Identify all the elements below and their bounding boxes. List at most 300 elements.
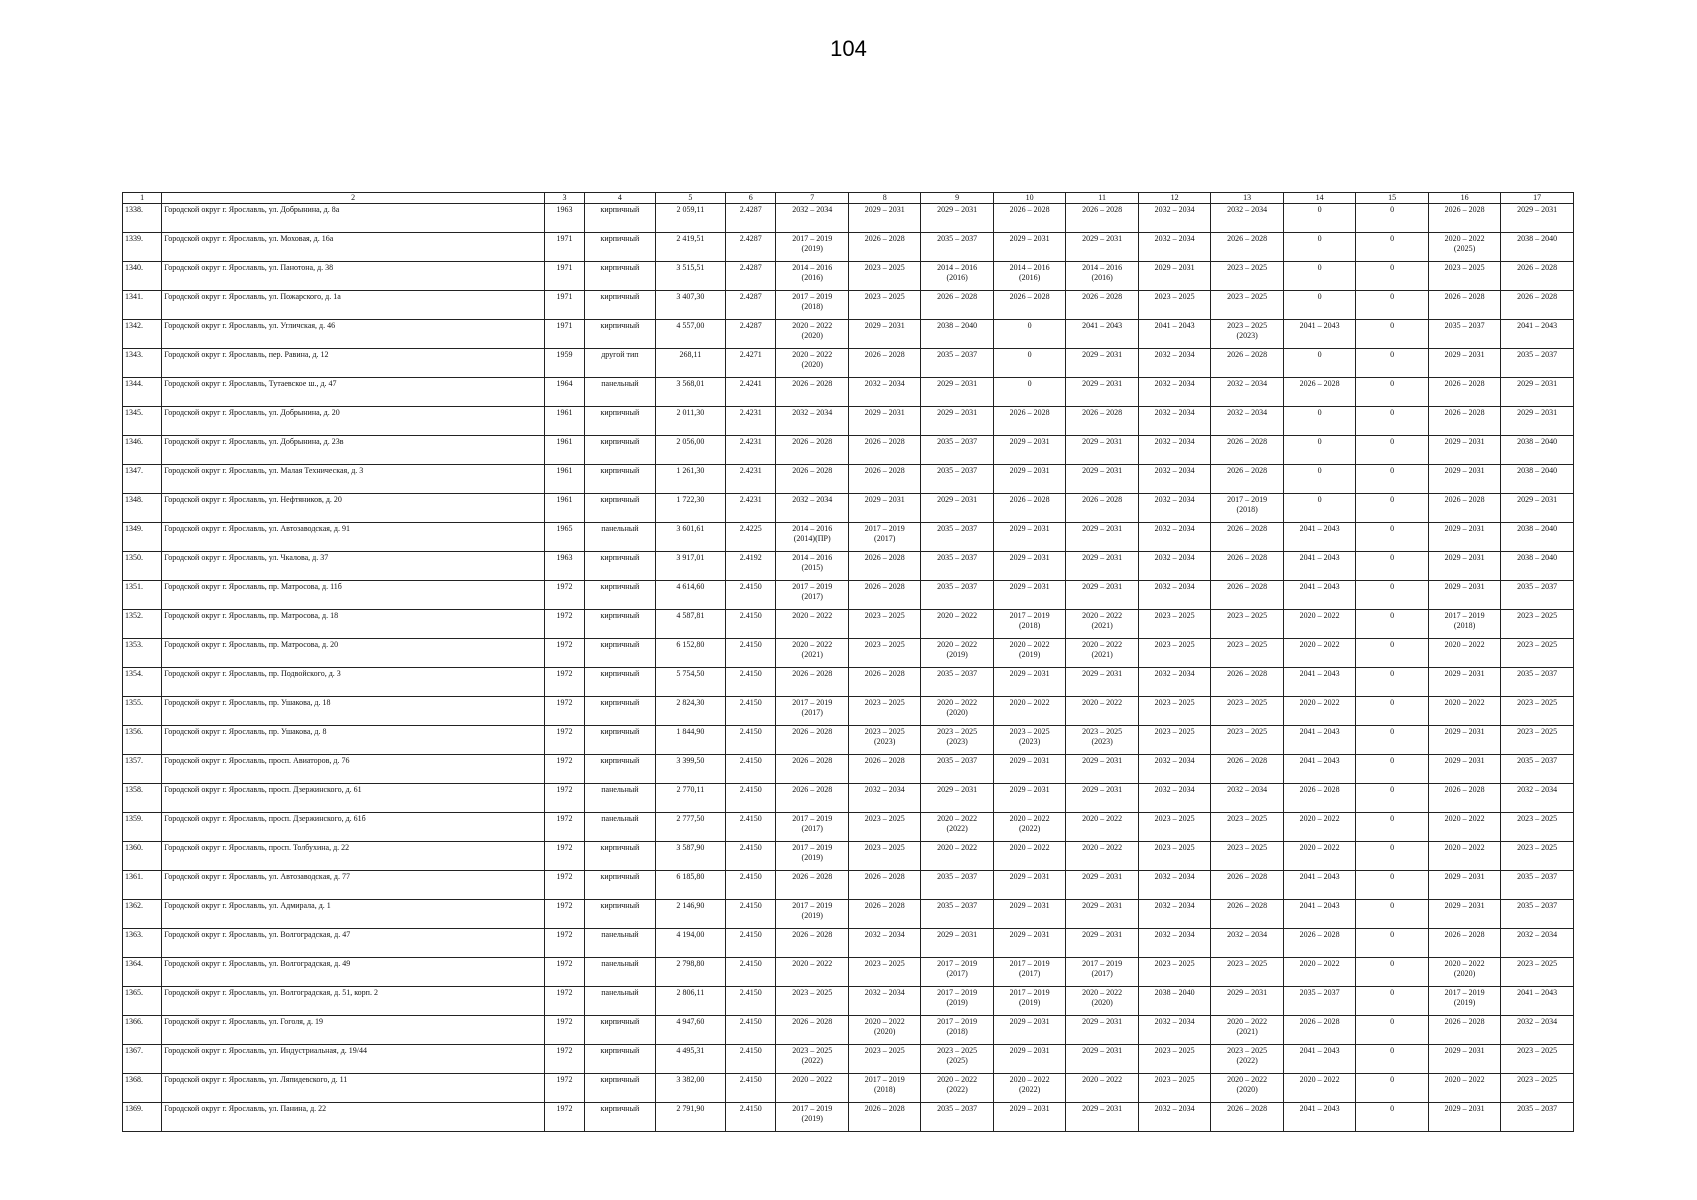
table-cell-col-1: 1338. — [123, 204, 162, 233]
table-cell-col-2: Городской округ г. Ярославль, ул. Ляпидевского, д. 11 — [162, 1074, 545, 1103]
table-cell-col-16: 2017 – 2019 (2019) — [1428, 987, 1500, 1016]
table-cell-col-9: 2038 – 2040 — [921, 320, 993, 349]
table-cell-col-1: 1369. — [123, 1103, 162, 1132]
table-cell-col-16: 2020 – 2022 — [1428, 1074, 1500, 1103]
table-cell-col-3: 1959 — [544, 349, 584, 378]
table-cell-col-2: Городской округ г. Ярославль, ул. Малая Техническая, д. 3 — [162, 465, 545, 494]
table-row — [123, 1074, 1574, 1103]
table-cell-col-13: 2026 – 2028 — [1211, 1103, 1283, 1132]
table-cell-col-8: 2026 – 2028 — [848, 233, 920, 262]
table-cell-col-5: 5 754,50 — [655, 668, 725, 697]
table-cell-col-8: 2023 – 2025 — [848, 262, 920, 291]
table-cell-col-13: 2029 – 2031 — [1211, 987, 1283, 1016]
table-cell-col-11: 2029 – 2031 — [1066, 349, 1138, 378]
table-cell-col-7: 2017 – 2019 (2018) — [776, 291, 848, 320]
table-cell-col-6: 2.4150 — [726, 697, 776, 726]
table-cell-col-3: 1961 — [544, 436, 584, 465]
table-cell-col-2: Городской округ г. Ярославль, ул. Пожарского, д. 1а — [162, 291, 545, 320]
table-row — [123, 262, 1574, 291]
table-cell-col-3: 1972 — [544, 784, 584, 813]
table-row — [123, 349, 1574, 378]
table-cell-col-6: 2.4150 — [726, 1016, 776, 1045]
table-cell-col-14: 2041 – 2043 — [1283, 726, 1355, 755]
table-cell-col-1: 1356. — [123, 726, 162, 755]
table-cell-col-2: Городской округ г. Ярославль, пр. Ушакова, д. 8 — [162, 726, 545, 755]
table-cell-col-16: 2020 – 2022 (2020) — [1428, 958, 1500, 987]
table-cell-col-16: 2026 – 2028 — [1428, 378, 1500, 407]
table-cell-col-12: 2032 – 2034 — [1138, 1103, 1210, 1132]
table-cell-col-14: 2020 – 2022 — [1283, 813, 1355, 842]
table-cell-col-7: 2020 – 2022 — [776, 958, 848, 987]
table-cell-col-6: 2.4150 — [726, 929, 776, 958]
table-cell-col-14: 2026 – 2028 — [1283, 1016, 1355, 1045]
table-cell-col-14: 0 — [1283, 204, 1355, 233]
table-cell-col-8: 2029 – 2031 — [848, 320, 920, 349]
table-cell-col-2: Городской округ г. Ярославль, ул. Добрынина, д. 23в — [162, 436, 545, 465]
table-cell-col-16: 2017 – 2019 (2018) — [1428, 610, 1500, 639]
table-cell-col-10: 2029 – 2031 — [993, 784, 1065, 813]
table-cell-col-2: Городской округ г. Ярославль, пр. Ушакова, д. 18 — [162, 697, 545, 726]
table-cell-col-7: 2026 – 2028 — [776, 755, 848, 784]
table-cell-col-15: 0 — [1356, 1103, 1428, 1132]
table-cell-col-16: 2026 – 2028 — [1428, 784, 1500, 813]
table-cell-col-4: кирпичный — [585, 726, 655, 755]
table-cell-col-9: 2035 – 2037 — [921, 581, 993, 610]
table-cell-col-16: 2035 – 2037 — [1428, 320, 1500, 349]
table-cell-col-12: 2032 – 2034 — [1138, 407, 1210, 436]
table-cell-col-8: 2017 – 2019 (2018) — [848, 1074, 920, 1103]
table-cell-col-6: 2.4150 — [726, 668, 776, 697]
table-cell-col-7: 2026 – 2028 — [776, 871, 848, 900]
table-cell-col-7: 2017 – 2019 (2017) — [776, 813, 848, 842]
table-cell-col-6: 2.4150 — [726, 755, 776, 784]
table-cell-col-17: 2032 – 2034 — [1501, 784, 1574, 813]
table-cell-col-3: 1963 — [544, 552, 584, 581]
table-cell-col-15: 0 — [1356, 1074, 1428, 1103]
table-cell-col-8: 2032 – 2034 — [848, 378, 920, 407]
table-cell-col-13: 2026 – 2028 — [1211, 552, 1283, 581]
table-cell-col-7: 2014 – 2016 (2016) — [776, 262, 848, 291]
table-row — [123, 581, 1574, 610]
table-cell-col-15: 0 — [1356, 929, 1428, 958]
table-cell-col-14: 2035 – 2037 — [1283, 987, 1355, 1016]
table-cell-col-7: 2017 – 2019 (2017) — [776, 697, 848, 726]
table-cell-col-12: 2023 – 2025 — [1138, 697, 1210, 726]
table-cell-col-12: 2032 – 2034 — [1138, 523, 1210, 552]
table-cell-col-12: 2041 – 2043 — [1138, 320, 1210, 349]
table-cell-col-3: 1971 — [544, 233, 584, 262]
table-row — [123, 813, 1574, 842]
column-header-1: 1 — [123, 193, 162, 204]
table-row — [123, 987, 1574, 1016]
column-header-5: 5 — [655, 193, 725, 204]
table-cell-col-11: 2029 – 2031 — [1066, 900, 1138, 929]
table-cell-col-14: 0 — [1283, 436, 1355, 465]
table-cell-col-10: 2029 – 2031 — [993, 871, 1065, 900]
table-cell-col-5: 2 770,11 — [655, 784, 725, 813]
table-cell-col-11: 2029 – 2031 — [1066, 436, 1138, 465]
table-cell-col-16: 2029 – 2031 — [1428, 900, 1500, 929]
table-cell-col-17: 2038 – 2040 — [1501, 523, 1574, 552]
table-cell-col-14: 0 — [1283, 407, 1355, 436]
table-cell-col-15: 0 — [1356, 726, 1428, 755]
table-cell-col-13: 2032 – 2034 — [1211, 204, 1283, 233]
table-cell-col-12: 2032 – 2034 — [1138, 436, 1210, 465]
table-cell-col-17: 2029 – 2031 — [1501, 407, 1574, 436]
table-cell-col-1: 1355. — [123, 697, 162, 726]
column-number-row — [123, 193, 1574, 204]
table-cell-col-5: 2 146,90 — [655, 900, 725, 929]
table-cell-col-16: 2026 – 2028 — [1428, 494, 1500, 523]
table-cell-col-6: 2.4150 — [726, 610, 776, 639]
table-cell-col-9: 2020 – 2022 (2022) — [921, 813, 993, 842]
table-cell-col-1: 1363. — [123, 929, 162, 958]
table-cell-col-10: 2029 – 2031 — [993, 581, 1065, 610]
table-cell-col-6: 2.4150 — [726, 784, 776, 813]
table-cell-col-15: 0 — [1356, 697, 1428, 726]
table-cell-col-5: 2 798,80 — [655, 958, 725, 987]
table-cell-col-6: 2.4241 — [726, 378, 776, 407]
table-cell-col-13: 2026 – 2028 — [1211, 233, 1283, 262]
table-cell-col-6: 2.4271 — [726, 349, 776, 378]
table-cell-col-9: 2017 – 2019 (2018) — [921, 1016, 993, 1045]
table-cell-col-12: 2032 – 2034 — [1138, 929, 1210, 958]
table-cell-col-11: 2029 – 2031 — [1066, 871, 1138, 900]
table-cell-col-13: 2032 – 2034 — [1211, 929, 1283, 958]
table-row — [123, 958, 1574, 987]
table-cell-col-14: 0 — [1283, 233, 1355, 262]
table-cell-col-3: 1972 — [544, 726, 584, 755]
table-cell-col-3: 1972 — [544, 871, 584, 900]
table-cell-col-13: 2023 – 2025 — [1211, 639, 1283, 668]
table-cell-col-12: 2032 – 2034 — [1138, 494, 1210, 523]
table-cell-col-5: 4 587,81 — [655, 610, 725, 639]
table-cell-col-12: 2038 – 2040 — [1138, 987, 1210, 1016]
table-cell-col-15: 0 — [1356, 610, 1428, 639]
table-row — [123, 726, 1574, 755]
table-cell-col-4: кирпичный — [585, 494, 655, 523]
table-cell-col-17: 2029 – 2031 — [1501, 378, 1574, 407]
table-cell-col-1: 1367. — [123, 1045, 162, 1074]
table-cell-col-2: Городской округ г. Ярославль, ул. Моховая, д. 16а — [162, 233, 545, 262]
column-header-8: 8 — [848, 193, 920, 204]
table-cell-col-8: 2026 – 2028 — [848, 900, 920, 929]
table-cell-col-11: 2026 – 2028 — [1066, 494, 1138, 523]
table-cell-col-10: 2029 – 2031 — [993, 755, 1065, 784]
table-cell-col-8: 2026 – 2028 — [848, 349, 920, 378]
table-cell-col-13: 2032 – 2034 — [1211, 407, 1283, 436]
table-cell-col-13: 2023 – 2025 — [1211, 726, 1283, 755]
table-cell-col-16: 2020 – 2022 — [1428, 842, 1500, 871]
table-cell-col-7: 2032 – 2034 — [776, 494, 848, 523]
table-cell-col-9: 2023 – 2025 (2025) — [921, 1045, 993, 1074]
table-cell-col-2: Городской округ г. Ярославль, ул. Автозаводская, д. 77 — [162, 871, 545, 900]
table-cell-col-11: 2029 – 2031 — [1066, 233, 1138, 262]
table-cell-col-4: кирпичный — [585, 842, 655, 871]
table-cell-col-11: 2020 – 2022 — [1066, 813, 1138, 842]
table-cell-col-6: 2.4150 — [726, 639, 776, 668]
table-cell-col-6: 2.4150 — [726, 813, 776, 842]
table-cell-col-15: 0 — [1356, 262, 1428, 291]
table-cell-col-1: 1362. — [123, 900, 162, 929]
table-cell-col-15: 0 — [1356, 1016, 1428, 1045]
table-cell-col-14: 0 — [1283, 291, 1355, 320]
table-cell-col-4: кирпичный — [585, 204, 655, 233]
table-cell-col-7: 2026 – 2028 — [776, 668, 848, 697]
table-cell-col-2: Городской округ г. Ярославль, пр. Матросова, д. 18 — [162, 610, 545, 639]
table-cell-col-12: 2023 – 2025 — [1138, 610, 1210, 639]
table-row — [123, 668, 1574, 697]
table-cell-col-10: 2026 – 2028 — [993, 291, 1065, 320]
table-cell-col-5: 6 185,80 — [655, 871, 725, 900]
table-cell-col-8: 2023 – 2025 — [848, 1045, 920, 1074]
table-cell-col-15: 0 — [1356, 291, 1428, 320]
table-cell-col-17: 2023 – 2025 — [1501, 697, 1574, 726]
table-cell-col-11: 2029 – 2031 — [1066, 581, 1138, 610]
table-cell-col-1: 1345. — [123, 407, 162, 436]
table-cell-col-17: 2035 – 2037 — [1501, 668, 1574, 697]
table-cell-col-8: 2029 – 2031 — [848, 494, 920, 523]
table-cell-col-1: 1361. — [123, 871, 162, 900]
table-cell-col-16: 2026 – 2028 — [1428, 929, 1500, 958]
table-cell-col-16: 2029 – 2031 — [1428, 1045, 1500, 1074]
table-cell-col-17: 2023 – 2025 — [1501, 813, 1574, 842]
table-cell-col-15: 0 — [1356, 523, 1428, 552]
table-row — [123, 1016, 1574, 1045]
table-cell-col-10: 0 — [993, 378, 1065, 407]
table-cell-col-6: 2.4192 — [726, 552, 776, 581]
table-cell-col-4: панельный — [585, 958, 655, 987]
table-cell-col-4: кирпичный — [585, 262, 655, 291]
table-cell-col-2: Городской округ г. Ярославль, ул. Панина, д. 22 — [162, 1103, 545, 1132]
table-cell-col-14: 0 — [1283, 349, 1355, 378]
table-cell-col-14: 2041 – 2043 — [1283, 900, 1355, 929]
table-row — [123, 1103, 1574, 1132]
table-cell-col-4: другой тип — [585, 349, 655, 378]
table-cell-col-2: Городской округ г. Ярославль, Тутаевское ш., д. 47 — [162, 378, 545, 407]
table-cell-col-7: 2014 – 2016 (2015) — [776, 552, 848, 581]
table-cell-col-15: 0 — [1356, 436, 1428, 465]
table-cell-col-17: 2032 – 2034 — [1501, 1016, 1574, 1045]
table-cell-col-5: 1 722,30 — [655, 494, 725, 523]
table-cell-col-17: 2029 – 2031 — [1501, 494, 1574, 523]
table-cell-col-5: 3 515,51 — [655, 262, 725, 291]
table-cell-col-11: 2029 – 2031 — [1066, 1103, 1138, 1132]
table-cell-col-5: 2 419,51 — [655, 233, 725, 262]
table-cell-col-14: 2041 – 2043 — [1283, 581, 1355, 610]
table-cell-col-13: 2026 – 2028 — [1211, 900, 1283, 929]
table-cell-col-2: Городской округ г. Ярославль, ул. Гоголя, д. 19 — [162, 1016, 545, 1045]
table-cell-col-3: 1972 — [544, 987, 584, 1016]
table-cell-col-5: 4 614,60 — [655, 581, 725, 610]
table-cell-col-13: 2017 – 2019 (2018) — [1211, 494, 1283, 523]
table-cell-col-11: 2029 – 2031 — [1066, 929, 1138, 958]
table-cell-col-1: 1353. — [123, 639, 162, 668]
table-cell-col-3: 1972 — [544, 1103, 584, 1132]
table-cell-col-3: 1972 — [544, 813, 584, 842]
table-cell-col-14: 2020 – 2022 — [1283, 610, 1355, 639]
table-row — [123, 523, 1574, 552]
table-cell-col-13: 2023 – 2025 — [1211, 262, 1283, 291]
table-cell-col-7: 2023 – 2025 — [776, 987, 848, 1016]
table-cell-col-8: 2017 – 2019 (2017) — [848, 523, 920, 552]
table-cell-col-3: 1971 — [544, 320, 584, 349]
table-cell-col-13: 2032 – 2034 — [1211, 378, 1283, 407]
table-cell-col-4: кирпичный — [585, 1103, 655, 1132]
table-cell-col-8: 2023 – 2025 — [848, 639, 920, 668]
table-cell-col-2: Городской округ г. Ярославль, просп. Дзержинского, д. 61б — [162, 813, 545, 842]
table-cell-col-1: 1339. — [123, 233, 162, 262]
table-cell-col-13: 2023 – 2025 — [1211, 813, 1283, 842]
table-cell-col-4: кирпичный — [585, 320, 655, 349]
table-cell-col-4: кирпичный — [585, 552, 655, 581]
table-cell-col-1: 1341. — [123, 291, 162, 320]
table-cell-col-12: 2032 – 2034 — [1138, 784, 1210, 813]
table-row — [123, 871, 1574, 900]
table-cell-col-17: 2038 – 2040 — [1501, 233, 1574, 262]
table-row — [123, 291, 1574, 320]
table-cell-col-14: 2041 – 2043 — [1283, 552, 1355, 581]
table-cell-col-13: 2026 – 2028 — [1211, 349, 1283, 378]
table-cell-col-6: 2.4150 — [726, 726, 776, 755]
table-cell-col-1: 1364. — [123, 958, 162, 987]
table-cell-col-11: 2026 – 2028 — [1066, 204, 1138, 233]
table-cell-col-4: кирпичный — [585, 900, 655, 929]
table-cell-col-3: 1972 — [544, 755, 584, 784]
table-cell-col-1: 1348. — [123, 494, 162, 523]
table-cell-col-14: 2020 – 2022 — [1283, 1074, 1355, 1103]
table-cell-col-10: 2020 – 2022 (2022) — [993, 1074, 1065, 1103]
table-cell-col-4: кирпичный — [585, 291, 655, 320]
table-cell-col-3: 1971 — [544, 291, 584, 320]
table-cell-col-10: 2017 – 2019 (2018) — [993, 610, 1065, 639]
table-row — [123, 378, 1574, 407]
table-cell-col-14: 2041 – 2043 — [1283, 871, 1355, 900]
table-cell-col-9: 2035 – 2037 — [921, 900, 993, 929]
table-cell-col-9: 2035 – 2037 — [921, 552, 993, 581]
table-cell-col-5: 3 601,61 — [655, 523, 725, 552]
table-cell-col-14: 2041 – 2043 — [1283, 1103, 1355, 1132]
table-cell-col-9: 2026 – 2028 — [921, 291, 993, 320]
table-cell-col-16: 2029 – 2031 — [1428, 755, 1500, 784]
table-cell-col-3: 1972 — [544, 1074, 584, 1103]
table-cell-col-12: 2023 – 2025 — [1138, 958, 1210, 987]
table-cell-col-7: 2026 – 2028 — [776, 436, 848, 465]
table-cell-col-17: 2035 – 2037 — [1501, 1103, 1574, 1132]
table-cell-col-17: 2023 – 2025 — [1501, 639, 1574, 668]
table-row — [123, 784, 1574, 813]
column-header-14: 14 — [1283, 193, 1355, 204]
table-cell-col-11: 2029 – 2031 — [1066, 668, 1138, 697]
table-cell-col-11: 2020 – 2022 — [1066, 842, 1138, 871]
table-cell-col-1: 1344. — [123, 378, 162, 407]
table-cell-col-13: 2023 – 2025 (2023) — [1211, 320, 1283, 349]
table-cell-col-11: 2029 – 2031 — [1066, 378, 1138, 407]
table-cell-col-15: 0 — [1356, 755, 1428, 784]
table-row — [123, 755, 1574, 784]
table-cell-col-7: 2017 – 2019 (2019) — [776, 842, 848, 871]
table-cell-col-2: Городской округ г. Ярославль, ул. Волгоградская, д. 51, корп. 2 — [162, 987, 545, 1016]
table-cell-col-7: 2026 – 2028 — [776, 784, 848, 813]
table-cell-col-2: Городской округ г. Ярославль, пр. Матросова, д. 20 — [162, 639, 545, 668]
table-cell-col-8: 2023 – 2025 — [848, 958, 920, 987]
table-cell-col-3: 1971 — [544, 262, 584, 291]
column-header-4: 4 — [585, 193, 655, 204]
table-cell-col-12: 2023 – 2025 — [1138, 726, 1210, 755]
table-body — [123, 204, 1574, 1132]
table-cell-col-9: 2014 – 2016 (2016) — [921, 262, 993, 291]
table-cell-col-11: 2029 – 2031 — [1066, 465, 1138, 494]
table-cell-col-9: 2035 – 2037 — [921, 1103, 993, 1132]
table-cell-col-16: 2020 – 2022 — [1428, 813, 1500, 842]
table-row — [123, 639, 1574, 668]
table-cell-col-3: 1972 — [544, 958, 584, 987]
table-cell-col-12: 2023 – 2025 — [1138, 1074, 1210, 1103]
table-cell-col-16: 2020 – 2022 — [1428, 639, 1500, 668]
table-row — [123, 697, 1574, 726]
table-cell-col-15: 0 — [1356, 900, 1428, 929]
table-cell-col-16: 2029 – 2031 — [1428, 668, 1500, 697]
table-cell-col-10: 2020 – 2022 — [993, 842, 1065, 871]
table-cell-col-5: 4 557,00 — [655, 320, 725, 349]
table-cell-col-9: 2020 – 2022 (2022) — [921, 1074, 993, 1103]
table-cell-col-2: Городской округ г. Ярославль, ул. Индустриальная, д. 19/44 — [162, 1045, 545, 1074]
table-cell-col-4: кирпичный — [585, 233, 655, 262]
table-cell-col-9: 2029 – 2031 — [921, 929, 993, 958]
table-cell-col-11: 2029 – 2031 — [1066, 784, 1138, 813]
table-cell-col-2: Городской округ г. Ярославль, просп. Авиаторов, д. 76 — [162, 755, 545, 784]
table-cell-col-5: 4 947,60 — [655, 1016, 725, 1045]
table-cell-col-15: 0 — [1356, 784, 1428, 813]
table-cell-col-2: Городской округ г. Ярославль, ул. Адмирала, д. 1 — [162, 900, 545, 929]
table-cell-col-3: 1972 — [544, 610, 584, 639]
table-cell-col-8: 2029 – 2031 — [848, 204, 920, 233]
table-cell-col-2: Городской округ г. Ярославль, пр. Матросова, д. 11б — [162, 581, 545, 610]
table-cell-col-12: 2032 – 2034 — [1138, 204, 1210, 233]
table-cell-col-6: 2.4150 — [726, 958, 776, 987]
table-cell-col-17: 2038 – 2040 — [1501, 436, 1574, 465]
table-cell-col-17: 2035 – 2037 — [1501, 349, 1574, 378]
table-cell-col-17: 2023 – 2025 — [1501, 726, 1574, 755]
table-cell-col-7: 2026 – 2028 — [776, 465, 848, 494]
table-cell-col-13: 2026 – 2028 — [1211, 465, 1283, 494]
table-cell-col-9: 2020 – 2022 (2020) — [921, 697, 993, 726]
table-cell-col-4: кирпичный — [585, 1045, 655, 1074]
table-cell-col-10: 2020 – 2022 — [993, 697, 1065, 726]
table-cell-col-12: 2023 – 2025 — [1138, 291, 1210, 320]
table-cell-col-9: 2017 – 2019 (2019) — [921, 987, 993, 1016]
table-cell-col-14: 2041 – 2043 — [1283, 320, 1355, 349]
table-cell-col-13: 2026 – 2028 — [1211, 871, 1283, 900]
table-cell-col-7: 2032 – 2034 — [776, 407, 848, 436]
housing-registry-table — [122, 192, 1574, 1132]
table-cell-col-6: 2.4231 — [726, 436, 776, 465]
table-cell-col-17: 2023 – 2025 — [1501, 610, 1574, 639]
table-cell-col-15: 0 — [1356, 813, 1428, 842]
table-cell-col-9: 2029 – 2031 — [921, 378, 993, 407]
table-cell-col-4: кирпичный — [585, 697, 655, 726]
table-cell-col-13: 2026 – 2028 — [1211, 668, 1283, 697]
table-cell-col-13: 2023 – 2025 (2022) — [1211, 1045, 1283, 1074]
table-cell-col-9: 2035 – 2037 — [921, 436, 993, 465]
table-cell-col-17: 2029 – 2031 — [1501, 204, 1574, 233]
table-cell-col-9: 2035 – 2037 — [921, 871, 993, 900]
table-cell-col-10: 2029 – 2031 — [993, 900, 1065, 929]
table-cell-col-7: 2026 – 2028 — [776, 929, 848, 958]
table-cell-col-7: 2014 – 2016 (2014)(ПР) — [776, 523, 848, 552]
table-cell-col-9: 2020 – 2022 — [921, 610, 993, 639]
table-cell-col-2: Городской округ г. Ярославль, пер. Равина, д. 12 — [162, 349, 545, 378]
